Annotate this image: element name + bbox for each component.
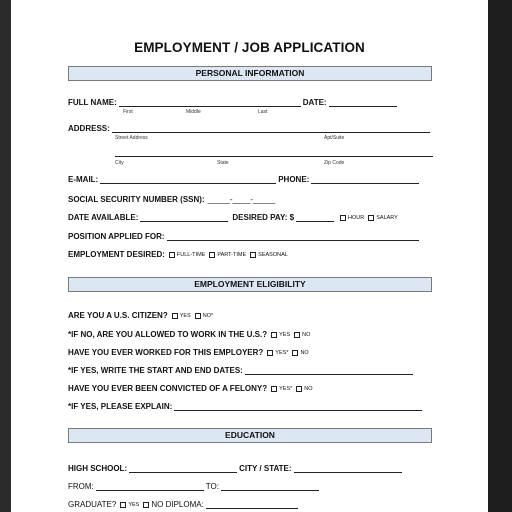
apt-caption: Apt/Suite <box>324 135 345 141</box>
worked-label: HAVE YOU EVER WORKED FOR THIS EMPLOYER? <box>68 348 264 357</box>
citizen-no-checkbox[interactable] <box>195 313 201 319</box>
dates-row <box>68 366 415 375</box>
email-field[interactable] <box>100 175 276 184</box>
graduate-yes-label: YES <box>128 502 140 508</box>
address-label: ADDRESS: <box>68 124 110 133</box>
allowed-yes-label: YES <box>279 332 291 338</box>
felony-label: HAVE YOU EVER BEEN CONVICTED OF A FELONY? <box>68 384 268 393</box>
phone-label: PHONE: <box>278 175 310 184</box>
dates-label: *IF YES, WRITE THE START AND END DATES: <box>68 366 243 375</box>
citizen-label: ARE YOU A U.S. CITIZEN? <box>68 311 168 320</box>
graduate-row <box>68 500 300 509</box>
document-page <box>11 0 488 512</box>
hour-label: HOUR <box>348 215 365 221</box>
employment-desired-label: EMPLOYMENT DESIRED: <box>68 250 165 259</box>
part-time-label: PART-TIME <box>217 252 247 258</box>
ssn-field[interactable]: _____-____-_____ <box>207 195 276 204</box>
availability-row <box>68 213 398 222</box>
allowed-label: *IF NO, ARE YOU ALLOWED TO WORK IN THE U.S.? <box>68 330 268 339</box>
diploma-field[interactable] <box>206 500 298 509</box>
full-time-checkbox[interactable] <box>169 252 175 258</box>
to-label: TO: <box>205 482 219 491</box>
felony-yes-checkbox[interactable] <box>271 386 277 392</box>
salary-label: SALARY <box>376 215 398 221</box>
citizen-no-label: NO* <box>202 313 214 319</box>
email-phone-row <box>68 175 421 184</box>
full-time-label: FULL-TIME <box>176 252 206 258</box>
felony-row <box>68 384 313 393</box>
explain-row <box>68 402 424 411</box>
felony-no-checkbox[interactable] <box>296 386 302 392</box>
viewer-edge <box>488 0 512 512</box>
dates-field[interactable] <box>245 366 413 375</box>
allowed-no-checkbox[interactable] <box>294 332 300 338</box>
city-line-row <box>113 148 435 157</box>
page-title: EMPLOYMENT / JOB APPLICATION <box>134 40 365 55</box>
first-caption: First <box>123 109 133 115</box>
high-school-row <box>68 464 404 473</box>
hour-checkbox[interactable] <box>340 215 346 221</box>
graduate-no-label: NO <box>151 500 164 509</box>
desired-pay-field[interactable] <box>296 213 334 222</box>
worked-row <box>68 348 309 357</box>
position-field[interactable] <box>167 232 419 241</box>
allowed-row <box>68 330 310 339</box>
worked-no-label: NO <box>300 350 309 356</box>
seasonal-checkbox[interactable] <box>250 252 256 258</box>
graduate-no-checkbox[interactable] <box>143 502 149 508</box>
citizen-yes-checkbox[interactable] <box>172 313 178 319</box>
citizen-row <box>68 311 213 320</box>
allowed-no-label: NO <box>302 332 311 338</box>
phone-field[interactable] <box>311 175 419 184</box>
employment-desired-row <box>68 250 288 259</box>
part-time-checkbox[interactable] <box>209 252 215 258</box>
worked-yes-label: YES* <box>275 350 289 356</box>
zip-caption: Zip Code <box>324 160 345 166</box>
explain-label: *IF YES, PLEASE EXPLAIN: <box>68 402 173 411</box>
city-caption: City <box>115 160 124 166</box>
to-field[interactable] <box>221 482 319 491</box>
explain-field[interactable] <box>174 402 422 411</box>
street-caption: Street Address <box>115 135 148 141</box>
high-school-field[interactable] <box>129 464 237 473</box>
email-label: E-MAIL: <box>68 175 99 184</box>
section-header-education: EDUCATION <box>68 428 432 443</box>
full-name-field[interactable] <box>119 98 301 107</box>
worked-yes-checkbox[interactable] <box>267 350 273 356</box>
ssn-label: SOCIAL SECURITY NUMBER (SSN): <box>68 195 205 204</box>
date-label: DATE: <box>302 98 327 107</box>
date-available-field[interactable] <box>140 213 228 222</box>
last-caption: Last <box>258 109 268 115</box>
date-available-label: DATE AVAILABLE: <box>68 213 139 222</box>
from-to-row <box>68 482 321 491</box>
address-row <box>68 124 432 133</box>
section-header-eligibility: EMPLOYMENT ELIGIBILITY <box>68 277 432 292</box>
felony-no-label: NO <box>304 386 313 392</box>
date-field[interactable] <box>329 98 397 107</box>
from-label: FROM: <box>68 482 94 491</box>
middle-caption: Middle <box>186 109 201 115</box>
seasonal-label: SEASONAL <box>258 252 288 258</box>
position-row <box>68 232 421 241</box>
full-name-row <box>68 98 399 107</box>
ssn-row <box>68 195 275 204</box>
street-field[interactable] <box>112 124 430 133</box>
from-field[interactable] <box>96 482 204 491</box>
city-state-label: CITY / STATE: <box>239 464 292 473</box>
citizen-yes-label: YES <box>179 313 191 319</box>
full-name-label: FULL NAME: <box>68 98 117 107</box>
high-school-city-field[interactable] <box>294 464 402 473</box>
section-header-personal: PERSONAL INFORMATION <box>68 66 432 81</box>
salary-checkbox[interactable] <box>368 215 374 221</box>
state-caption: State <box>217 160 229 166</box>
diploma-label <box>151 500 203 509</box>
position-label: POSITION APPLIED FOR: <box>68 232 165 241</box>
city-state-zip-field[interactable] <box>115 148 433 157</box>
desired-pay-label: DESIRED PAY: $ <box>232 213 295 222</box>
allowed-yes-checkbox[interactable] <box>271 332 277 338</box>
diploma-text: DIPLOMA: <box>165 500 204 509</box>
high-school-label: HIGH SCHOOL: <box>68 464 128 473</box>
felony-yes-label: YES* <box>279 386 293 392</box>
worked-no-checkbox[interactable] <box>292 350 298 356</box>
graduate-yes-checkbox[interactable] <box>120 502 126 508</box>
graduate-label: GRADUATE? <box>68 500 117 509</box>
